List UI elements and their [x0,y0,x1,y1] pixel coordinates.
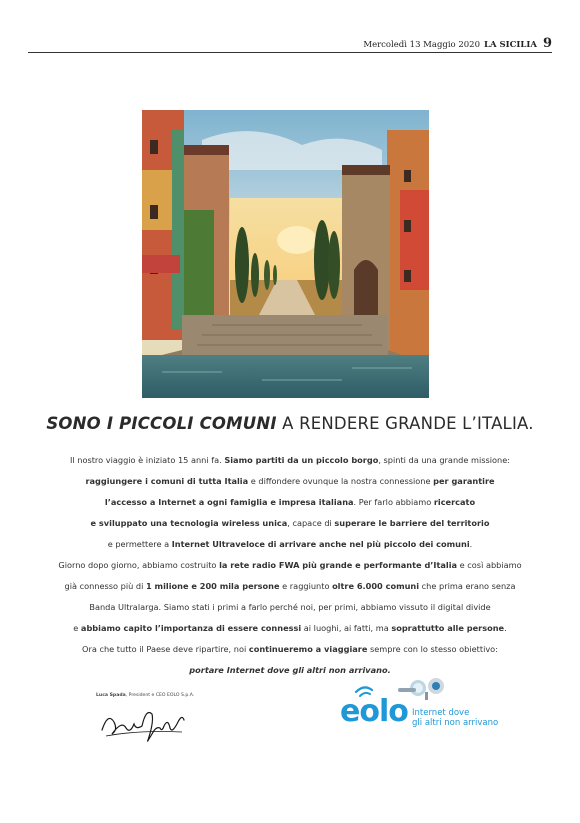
signature-caption [96,693,194,698]
headline-rest: A RENDERE GRANDE L’ITALIA. [276,414,534,433]
headline [40,414,540,433]
body-line: e sviluppato una tecnologia wireless unica, capace di superare le barriere del territorio [90,518,490,528]
body-line: l’accesso a Internet a ogni famiglia e impresa italiana. Per farlo abbiamo ricercato [104,497,476,507]
body-line: Il nostro viaggio è iniziato 15 anni fa. Siamo partiti da un piccolo borgo, spinti da una grande missione: [69,455,511,465]
header-date: Mercoledì 13 Maggio 2020 [363,40,481,50]
newspaper-name: LA SICILIA [484,40,537,50]
tagline-line-1: Internet dove [412,708,470,718]
signer-name: Luca Spada [96,693,126,698]
hero-image [142,110,429,398]
page-header [28,38,552,53]
body-copy [40,450,540,681]
headline-emphasis: SONO I PICCOLI COMUNI [46,414,277,433]
page-number: 9 [542,36,552,51]
signer-role: , President e CEO EOLO S.p.A. [125,693,195,698]
brand-tagline [412,708,498,728]
body-line: Giorno dopo giorno, abbiamo costruito la rete radio FWA più grande e performante d’Italia e così abbiamo [58,560,522,570]
body-line: raggiungere i comuni di tutta Italia e diffondere ovunque la nostra connessione per garantire [85,476,495,486]
handwritten-signature [98,700,188,745]
body-line: Banda Ultralarga. Siamo stati i primi a farlo perché noi, per primi, abbiamo vissuto il digital divide [89,602,491,612]
body-line: Ora che tutto il Paese deve ripartire, noi continueremo a viaggiare sempre con lo stesso obiettivo: [82,644,498,654]
slogan: portare Internet dove gli altri non arrivano. [189,665,391,675]
brand-logo-wordmark: eolo [340,694,408,729]
body-line: già connesso più di 1 milione e 200 mila persone e raggiunto oltre 6.000 comuni che prima erano senza [64,581,516,591]
tagline-line-2: gli altri non arrivano [412,718,499,728]
body-line: e permettere a Internet Ultraveloce di arrivare anche nel più piccolo dei comuni. [107,539,473,549]
village-road-illustration [142,110,429,398]
body-line: e abbiamo capito l’importanza di essere connessi ai luoghi, ai fatti, ma soprattutto alle persone. [73,623,507,633]
